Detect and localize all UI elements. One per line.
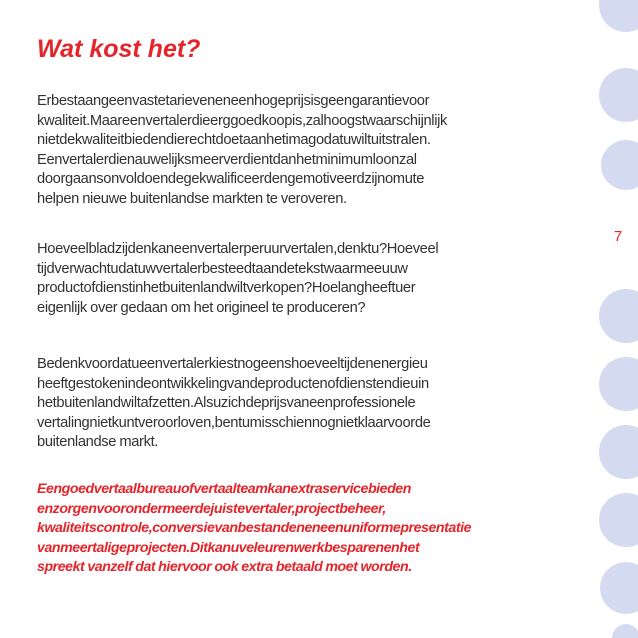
text-line: helpen nieuwe buitenlandse markten te veroveren.: [37, 190, 347, 207]
text-line: vertalingnietkuntveroorloven,bentumisschiennognietklaarvoorde: [37, 414, 431, 431]
text-line: productofdienstinhetbuitenlandwiltverkopen?Hoelangheeftuer: [37, 280, 416, 297]
text-line: Bedenkvoordatueenvertalerkiestnogeenshoeveeltijdenenergieu: [37, 356, 428, 372]
text-line: nietdekwaliteitbiedendierechtdoetaanhetimagodatuwiltuitstralen.: [37, 132, 431, 149]
decorative-dot: [599, 357, 638, 411]
text-line: Erbestaangeenvastetarieveneneenhogeprijsisgeengarantievoor: [37, 93, 430, 109]
decorative-dot: [599, 493, 638, 547]
paragraph-pricing: [37, 92, 587, 210]
decorative-dot: [599, 289, 638, 343]
text-line: tijdverwachtudatuwvertalerbesteedtaandetekstwaarmeeuuw: [37, 260, 408, 277]
text-line: Eengoedvertaalbureauofvertaalteamkanextraservicebieden: [37, 481, 411, 497]
page-heading: Wat kost het?: [37, 35, 201, 63]
paragraph-highlight: [37, 480, 587, 578]
decorative-dot: [599, 0, 638, 32]
paragraph-time: [37, 240, 587, 318]
text-line: spreekt vanzelf dat hiervoor ook extra betaald moet worden.: [37, 559, 412, 576]
text-line: heeftgestokenindeontwikkelingvandeproductenofdienstendieuin: [37, 375, 429, 392]
text-line: enzorgenvoorondermeerdejuistevertaler,projectbeheer,: [37, 500, 386, 517]
decorative-dot: [599, 68, 638, 122]
decorative-dot: [601, 140, 638, 190]
text-line: buitenlandse markt.: [37, 434, 159, 451]
text-line: doorgaansonvoldoendegekwalificeerdengemotiveerdzijnomute: [37, 171, 425, 188]
text-line: Eenvertalerdienauwelijksmeerverdientdanhetminimumloonzal: [37, 151, 417, 168]
text-line: kwaliteit.Maareenvertalerdieerggoedkoopis,zalhoogstwaarschijnlijk: [37, 112, 448, 129]
decorative-dot: [612, 624, 638, 638]
text-line: Hoeveelbladzijdenkaneenvertalerperuurvertalen,denktu?Hoeveel: [37, 241, 439, 257]
text-line: kwaliteitscontrole,conversievanbestandeneneenuniformepresentatie: [37, 520, 472, 537]
decorative-dot: [600, 562, 638, 614]
text-line: eigenlijk over gedaan om het origineel te produceren?: [37, 299, 366, 316]
decorative-dot: [599, 425, 638, 479]
page-number: 7: [613, 228, 623, 245]
text-line: vanmeertaligeprojecten.Ditkanuveleurenwerkbesparenenhet: [37, 539, 420, 556]
paragraph-energy: [37, 355, 587, 453]
text-line: hetbuitenlandwiltafzetten.Alsuzichdeprijsvaneenprofessionele: [37, 395, 416, 412]
